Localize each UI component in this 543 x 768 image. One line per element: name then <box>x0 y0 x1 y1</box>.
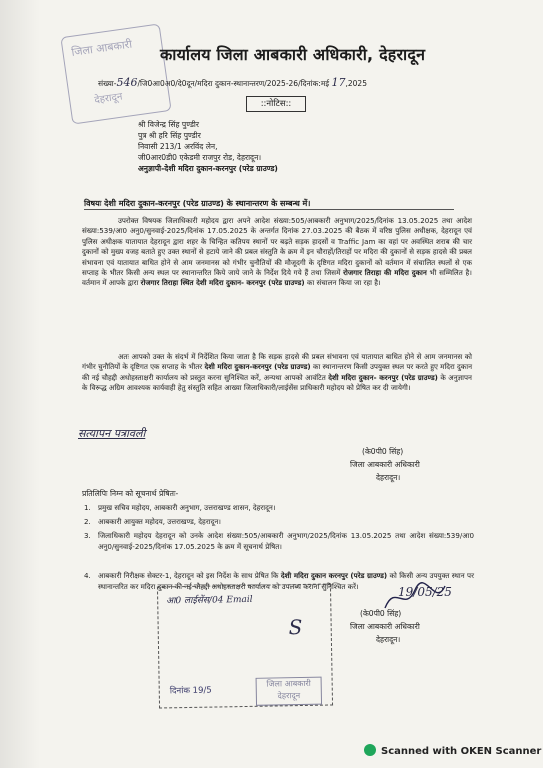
p2-highlight-2: देशी मदिरा दुकान- करनपुर (परेड ग्राउण्ड) <box>328 372 438 382</box>
handwritten-note: सत्यापन पत्रावली <box>78 427 146 440</box>
reference-line: संख्या-546/जि0आ0अ0/दे0दून/मदिरा दुकान-स्थानान्तरण/2025-26/दिनांक:मई 17,2025 <box>98 76 367 89</box>
receipt-note: आ0 लाईसेंस/04 Email <box>166 594 253 607</box>
copy-item-4-highlight: देशी मदिरा दुकान करनपुर (परेड ग्राउण्ड) <box>280 571 388 580</box>
second-signature-name: (के0पी0 सिंह) <box>360 609 402 618</box>
scan-shadow <box>0 0 40 768</box>
scanner-watermark: Scanned with OKEN Scanner <box>364 744 541 757</box>
receipt-office-stamp: जिला आबकारी देहरादून <box>256 677 322 706</box>
body-paragraph-2: अतः आपको उक्त के संदर्भ में निर्देशित किया जाता है कि सड़क हादसे की प्रबल संभावना एवं यातायात बाधित होने से आम जनमानस को गंभीर चुनौतियों के दृष्टिगत एक सप्ताह के भीतर देशी मदिरा दुकान-करनपुर (परेड ग्राउण्ड) का स्थानान्तरण किसी उपयुक्त स्थल पर करते हुए मदिरा दुकान की नई चौहद्दी अधोहस्ताक्षरी कार्यालय को प्रस्तुत करना सुनिश्चित करें, अन्यथा आपको आवंटित देशी मदिरा दुकान- करनपुर (परेड ग्राउण्ड) के अनुज्ञापन के विरूद्ध अग्रिम आवश्यक कार्यवाही हेतु संस्तुति सहित आख्या जिलाधिकारी/लाईसेंस प्राधिकारी महोदय को प्रेषित कर दी जायेगी। <box>82 352 473 393</box>
ref-suffix: /जि0आ0अ0/दे0दून/मदिरा दुकान-स्थानान्तरण/2025-26/दिनांक:मई <box>137 79 330 88</box>
receipt-mark: S <box>288 614 303 640</box>
office-stamp-line2: देहरादून <box>93 91 124 107</box>
ref-day: 17 <box>331 76 346 89</box>
ref-prefix: संख्या- <box>98 79 117 88</box>
ref-year: 2025 <box>347 79 367 88</box>
notice-label: ::नोटिस:: <box>246 96 306 112</box>
office-header: कार्यालय जिला आबकारी अधिकारी, देहरादून <box>160 45 426 64</box>
addressee-licensee: अनुज्ञापी-देशी मदिरा दुकान-करनपुर (परेड ग्राउण्ड) <box>138 164 278 173</box>
addressee-residence: निवासी 213/1 अरविंद लेन, <box>138 142 218 151</box>
p1-highlight: रोजगार तिराहा की मदिरा दुकान <box>343 268 427 278</box>
office-stamp <box>60 23 171 124</box>
office-stamp-line1: जिला आबकारी <box>70 37 133 59</box>
p2-highlight: देशी मदिरा दुकान-करनपुर (परेड ग्राउण्ड) <box>204 362 311 372</box>
receipt-stamp-box <box>157 583 333 708</box>
ref-number: 546 <box>116 76 138 89</box>
receipt-date: दिनांक 19/5 <box>169 685 212 697</box>
second-signature-designation: जिला आबकारी अधिकारी <box>350 622 420 631</box>
signature-place: देहरादून। <box>376 473 401 482</box>
subject-line: विषयः देशी मदिरा दुकान-करनपुर (परेड ग्राउण्ड) के स्थानान्तरण के सम्बन्ध में। <box>84 199 311 208</box>
copies-heading: प्रतिलिपिः निम्न को सूचनार्थ प्रेषितः- <box>82 489 179 498</box>
document-page: जिला आबकारी देहरादून कार्यालय जिला आबकारी अधिकारी, देहरादून संख्या-546/जि0आ0अ0/दे0दून/मदिरा दुकान-स्थानान्तरण/2025-26/दिनांक:मई 17,2025 ::नोटिस:: श्री विजेन्द्र सिंह पुण्डीर पुत्र श्री हरि सिंह पुण्डीर निवासी 213/1 अरविंद लेन, जी0आर0डी0 एकेडमी राजपुर रोड, देहरादून। अनुज्ञापी-देशी मदिरा दुकान-करनपुर (परेड ग्राउण्ड) विषयः देशी मदिरा दुकान-करनपुर (परेड ग्राउण्ड) के स्थानान्तरण के सम्बन्ध में। उपरोक्त विषयक जिलाधिकारी महोदय द्वारा अपने आदेश संख्या:505/आबकारी अनुभाग/2025/दिनांक 13.05.2025 तथा आदेश संख्या:539/आ0 अनु0/सुनवाई-2025/दिनांक 17.05.2025 के अन्तर्गत दिनांक 27.03.2025 की बैठक में वरिष्ठ पुलिस अधीक्षक, देहरादून एवं पुलिस अधीक्षक यातायात देहरादून द्वारा शहर के चिन्हित कतिपय स्थानों पर बढ़ते सड़क हादसों व Traffic Jam का वहां पर अवस्थित शराब की चार दुकानों को मुख्य वजह बताते हुए उक्त स्थानों से हटाये जाने की प्रबल संस्तुति के क्रम में इन चौराहों/तिराहों पर मदिरा की दुकानों से सड़क हादसे की प्रबल संभावना एवं यातायात बाधित होने से आम जनमानस को गंभीर चुनौतियों की मौजूदगी के दृष्टिगत मदिरा दुकानों को वर्तमान में संचालित स्थलों से एक सप्ताह के भीतर किसी अन्य स्थल पर स्थानान्तरित किये जाये जाने के निर्देश दिये गये हैं तथा जिसमें रोजगार तिराहा की मदिरा दुकान भी सम्मिलित है। वर्तमान में आपके द्वारा रोजगार तिराहा स्थित देशी मदिरा दुकान- करनपुर (परेड ग्राउण्ड) का संचालन किया जा रहा है। अतः आपको उक्त के संदर्भ में निर्देशित किया जाता है कि सड़क हादसे की प्रबल संभावना एवं यातायात बाधित होने से आम जनमानस को गंभीर चुनौतियों के दृष्टिगत एक सप्ताह के भीतर देशी मदिरा दुकान-करनपुर (परेड ग्राउण्ड) का स्थानान्तरण किसी उपयुक्त स्थल पर करते हुए मदिरा दुकान की नई चौहद्दी अधोहस्ताक्षरी कार्यालय को प्रस्तुत करना सुनिश्चित करें, अन्यथा आपको आवंटित देशी मदिरा दुकान- करनपुर (परेड ग्राउण्ड) के अनुज्ञापन के विरूद्ध अग्रिम आवश्यक कार्यवाही हेतु संस्तुति सहित आख्या जिलाधिकारी/लाईसेंस प्राधिकारी महोदय को प्रेषित कर दी जायेगी। सत्यापन पत्रावली (के0पी0 सिंह) जिला आबकारी अधिकारी देहरादून। प्रतिलिपिः निम्न को सूचनार्थ प्रेषितः- 1. प्रमुख सचिव महोदय, आबकारी अनुभाग, उत्तराखण्ड शासन, देहरादून। 2. आबकारी आयुक्त महोदय, उत्तराखण्ड, देहरादून। 3. जिलाधिकारी महोदय देहरादून को उनके आदेश संख्या:505/आबकारी अनुभाग/2025/दिनांक 13.05.2025 तथा आदेश संख्या:539/आ0 अनु0/सुनवाई-2025/दिनांक 17.05.2025 के क्रम में सूचनार्थ प्रेषित। 4. आबकारी निरीक्षक सेक्टर-1, देहरादून को इस निर्देश के साथ प्रेषित कि देशी मदिरा दुकान करनपुर (परेड ग्राउण्ड) को किसी अन्य उपयुक्त स्थान पर स्थानान्तरित कर मदिरा दुकान की नई चौहद्दी अधोहस्ताक्षरी कार्यालय को उपलब्ध कराना सुनिश्चित करें। आ0 लाईसेंस/04 Email S दिनांक 19/5 जिला आबकारी देहरादून 19/05/25 (के0पी0 सिंह) जिला आबकारी अधिकारी देहरादून। Scanned with OKEN Scanner <box>0 0 543 768</box>
signature-designation: जिला आबकारी अधिकारी <box>350 460 420 469</box>
body-paragraph-1: उपरोक्त विषयक जिलाधिकारी महोदय द्वारा अपने आदेश संख्या:505/आबकारी अनुभाग/2025/दिनांक 13.05.2025 तथा आदेश संख्या:539/आ0 अनु0/सुनवाई-2025/दिनांक 17.05.2025 के अन्तर्गत दिनांक 27.03.2025 की बैठक में वरिष्ठ पुलिस अधीक्षक, देहरादून एवं पुलिस अधीक्षक यातायात देहरादून द्वारा शहर के चिन्हित कतिपय स्थानों पर बढ़ते सड़क हादसों व Traffic Jam का वहां पर अवस्थित शराब की चार दुकानों को मुख्य वजह बताते हुए उक्त स्थानों से हटाये जाने की प्रबल संस्तुति के क्रम में इन चौराहों/तिराहों पर मदिरा की दुकानों से सड़क हादसे की प्रबल संभावना एवं यातायात बाधित होने से आम जनमानस को गंभीर चुनौतियों की मौजूदगी के दृष्टिगत मदिरा दुकानों को वर्तमान में संचालित स्थलों से एक सप्ताह के भीतर किसी अन्य स्थल पर स्थानान्तरित किये जाये जाने के निर्देश दिये गये हैं तथा जिसमें रोजगार तिराहा की मदिरा दुकान भी सम्मिलित है। वर्तमान में आपके द्वारा रोजगार तिराहा स्थित देशी मदिरा दुकान- करनपुर (परेड ग्राउण्ड) का संचालन किया जा रहा है। <box>82 216 472 288</box>
p1-highlight-2: रोजगार तिराहा स्थित देशी मदिरा दुकान- करनपुर (परेड ग्राउण्ड) <box>140 278 305 288</box>
second-signature-place: देहरादून। <box>376 635 401 644</box>
subject-underline <box>84 209 454 210</box>
addressee-father: पुत्र श्री हरि सिंह पुण्डीर <box>138 131 201 140</box>
addressee-name: श्री विजेन्द्र सिंह पुण्डीर <box>138 120 199 129</box>
signature-name: (के0पी0 सिंह) <box>362 447 404 456</box>
second-signature-date: 19/05/25 <box>398 585 452 599</box>
addressee-road: जी0आर0डी0 एकेडमी राजपुर रोड, देहरादून। <box>138 153 262 162</box>
scanner-logo-icon <box>364 744 376 756</box>
